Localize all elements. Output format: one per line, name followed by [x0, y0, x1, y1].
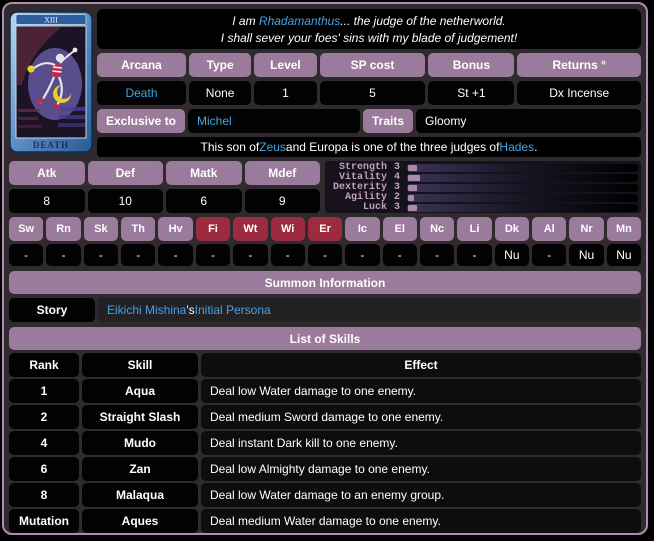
header-def: Def — [88, 161, 164, 185]
story-label: Story — [9, 298, 95, 322]
header-level: Level — [254, 53, 316, 77]
header-skill: Skill — [82, 353, 198, 377]
skills-header-row — [9, 353, 641, 377]
skills-rows — [9, 379, 641, 535]
michel-link[interactable]: Michel — [197, 114, 232, 128]
affinity-header-cell: Dk — [495, 217, 529, 241]
stat-bar-fill — [408, 195, 414, 201]
stat-bar-fill — [408, 175, 420, 181]
affinity-value-cell: - — [532, 244, 566, 266]
header-matk: Matk — [166, 161, 242, 185]
stat-value: 4 — [393, 172, 400, 183]
skill-effect: Deal low Water damage to one enemy. — [201, 379, 641, 403]
affinity-header-cell: Th — [121, 217, 155, 241]
skill-name: Mudo — [82, 431, 198, 455]
affinity-value-cell: - — [121, 244, 155, 266]
header-sp-cost: SP cost — [320, 53, 426, 77]
skill-row — [9, 483, 641, 507]
affinity-header-cell: Er — [308, 217, 342, 241]
affinity-value-cell: - — [271, 244, 305, 266]
skill-effect: Deal low Water damage to an enemy group. — [201, 483, 641, 507]
hades-link[interactable]: Hades — [499, 140, 535, 154]
affinity-header-cell: Wi — [271, 217, 305, 241]
stat-value: 3 — [393, 182, 400, 193]
stat-label: Vitality — [338, 172, 387, 183]
value-returns: Dx Incense — [517, 81, 641, 105]
value-sp-cost: 5 — [320, 81, 426, 105]
affinity-header-cell: Nr — [569, 217, 603, 241]
affinity-header-cell: Li — [457, 217, 491, 241]
stat-value: 3 — [393, 202, 400, 213]
value-arcana — [97, 81, 186, 105]
skill-rank: Mutation — [9, 509, 79, 533]
value-type: None — [189, 81, 251, 105]
header-effect: Effect — [201, 353, 641, 377]
skill-row — [9, 405, 641, 429]
skill-rank: 6 — [9, 457, 79, 481]
skill-name: Zan — [82, 457, 198, 481]
quote-line-2: I shall sever your foes' sins with my blade of judgement! — [220, 30, 518, 45]
top-section — [9, 9, 641, 157]
skill-effect: Deal medium Water damage to one enemy. — [201, 509, 641, 533]
affinity-header-cell: Ic — [345, 217, 379, 241]
stat-row — [327, 173, 638, 182]
stat-bar-track — [407, 184, 638, 192]
skills-table — [9, 353, 641, 535]
traits-value: Gloomy — [416, 109, 641, 133]
stat-bar-track — [407, 164, 638, 172]
affinity-header-cell: Al — [532, 217, 566, 241]
stat-value: 3 — [393, 162, 400, 173]
skill-effect: Deal instant Dark kill to one enemy. — [201, 431, 641, 455]
stat-label: Strength — [338, 162, 387, 173]
affinity-header-cell: Hv — [158, 217, 192, 241]
affinity-value-cell: - — [420, 244, 454, 266]
initial-persona-link[interactable]: Initial Persona — [194, 303, 271, 317]
exclusive-to-value — [188, 109, 360, 133]
stat-label: Agility — [344, 192, 387, 203]
combat-stats — [9, 161, 320, 213]
quote-line-1: I am Rhadamanthus... the judge of the netherworld. — [232, 13, 506, 28]
exclusive-to-label: Exclusive to — [97, 109, 185, 133]
affinity-value-cell: - — [158, 244, 192, 266]
stat-value: 2 — [393, 192, 400, 203]
skill-row — [9, 431, 641, 455]
affinity-header-cell: Rn — [46, 217, 80, 241]
tarot-card-image — [9, 11, 93, 153]
affinity-value-cell: Nu — [495, 244, 529, 266]
description-row: This son of Zeus and Europa is one of the three judges of Hades . — [97, 137, 641, 157]
header-bonus: Bonus — [428, 53, 514, 77]
affinity-value-cell: - — [9, 244, 43, 266]
eikichi-mishina-link[interactable]: Eikichi Mishina — [107, 303, 187, 317]
value-mdef: 9 — [245, 189, 321, 213]
affinity-value-cell: - — [46, 244, 80, 266]
stat-graph — [325, 161, 641, 213]
skill-name: Aqua — [82, 379, 198, 403]
stat-row — [327, 163, 638, 172]
skill-row — [9, 457, 641, 481]
skill-name: Malaqua — [82, 483, 198, 507]
stat-label: Dexterity — [332, 182, 387, 193]
affinity-value-cell: - — [383, 244, 417, 266]
value-level: 1 — [254, 81, 316, 105]
stat-row — [327, 183, 638, 192]
header-returns: Returns ° — [517, 53, 641, 77]
header-rank: Rank — [9, 353, 79, 377]
skill-row — [9, 379, 641, 403]
affinity-value-cell: - — [345, 244, 379, 266]
card-name: DEATH — [32, 140, 70, 150]
value-matk: 6 — [166, 189, 242, 213]
stat-bar-track — [407, 204, 638, 212]
affinity-header-cell: Sw — [9, 217, 43, 241]
affinity-value-cell: - — [84, 244, 118, 266]
affinity-value-cell: - — [308, 244, 342, 266]
skill-row — [9, 509, 641, 533]
quote-box — [97, 9, 641, 49]
value-bonus: St +1 — [428, 81, 514, 105]
header-mdef: Mdef — [245, 161, 321, 185]
skill-effect: Deal medium Sword damage to one enemy. — [201, 405, 641, 429]
affinity-header-cell: Sk — [84, 217, 118, 241]
skill-rank: 1 — [9, 379, 79, 403]
story-value: Eikichi Mishina 's Initial Persona — [98, 298, 641, 322]
affinity-value-row — [9, 244, 641, 266]
affinity-header-row — [9, 217, 641, 241]
death-arcana-link[interactable]: Death — [125, 86, 158, 100]
skill-name: Aques — [82, 509, 198, 533]
affinity-value-cell: Nu — [607, 244, 641, 266]
skill-name: Straight Slash — [82, 405, 198, 429]
affinity-header-cell: Nc — [420, 217, 454, 241]
value-def: 10 — [88, 189, 164, 213]
rhadamanthus-link[interactable]: Rhadamanthus — [258, 13, 341, 28]
affinity-value-cell: - — [233, 244, 267, 266]
info-value-row — [97, 81, 641, 105]
affinity-value-cell: - — [457, 244, 491, 266]
summon-information-header: Summon Information — [9, 271, 641, 294]
skill-rank: 8 — [9, 483, 79, 507]
skill-effect: Deal low Almighty damage to one enemy. — [201, 457, 641, 481]
info-header-row — [97, 53, 641, 77]
zeus-link[interactable]: Zeus — [259, 140, 286, 154]
header-atk: Atk — [9, 161, 85, 185]
header-arcana: Arcana — [97, 53, 186, 77]
affinity-header-cell: Fi — [196, 217, 230, 241]
header-type: Type — [189, 53, 251, 77]
stat-bar-fill — [408, 185, 417, 191]
skill-rank: 4 — [9, 431, 79, 455]
affinity-header-cell: Mn — [607, 217, 641, 241]
list-of-skills-header: List of Skills — [9, 327, 641, 350]
stat-row — [327, 193, 638, 202]
value-atk: 8 — [9, 189, 85, 213]
combat-value-row — [9, 189, 320, 213]
affinity-header-cell: El — [383, 217, 417, 241]
affinity-header-cell: Wt — [233, 217, 267, 241]
stat-bar-fill — [408, 165, 417, 171]
stats-section — [9, 161, 641, 213]
card-number: XIII — [44, 15, 58, 25]
persona-info-panel — [2, 2, 648, 535]
story-row — [9, 298, 641, 322]
stat-label: Luck — [362, 202, 387, 213]
skill-rank: 2 — [9, 405, 79, 429]
stat-bar-track — [407, 194, 638, 202]
stat-bar-fill — [408, 205, 417, 211]
affinity-value-cell: - — [196, 244, 230, 266]
exclusive-row — [97, 109, 641, 133]
traits-label: Traits — [363, 109, 413, 133]
affinity-value-cell: Nu — [569, 244, 603, 266]
combat-header-row — [9, 161, 320, 185]
stat-row — [327, 203, 638, 212]
stat-bar-track — [407, 174, 638, 182]
